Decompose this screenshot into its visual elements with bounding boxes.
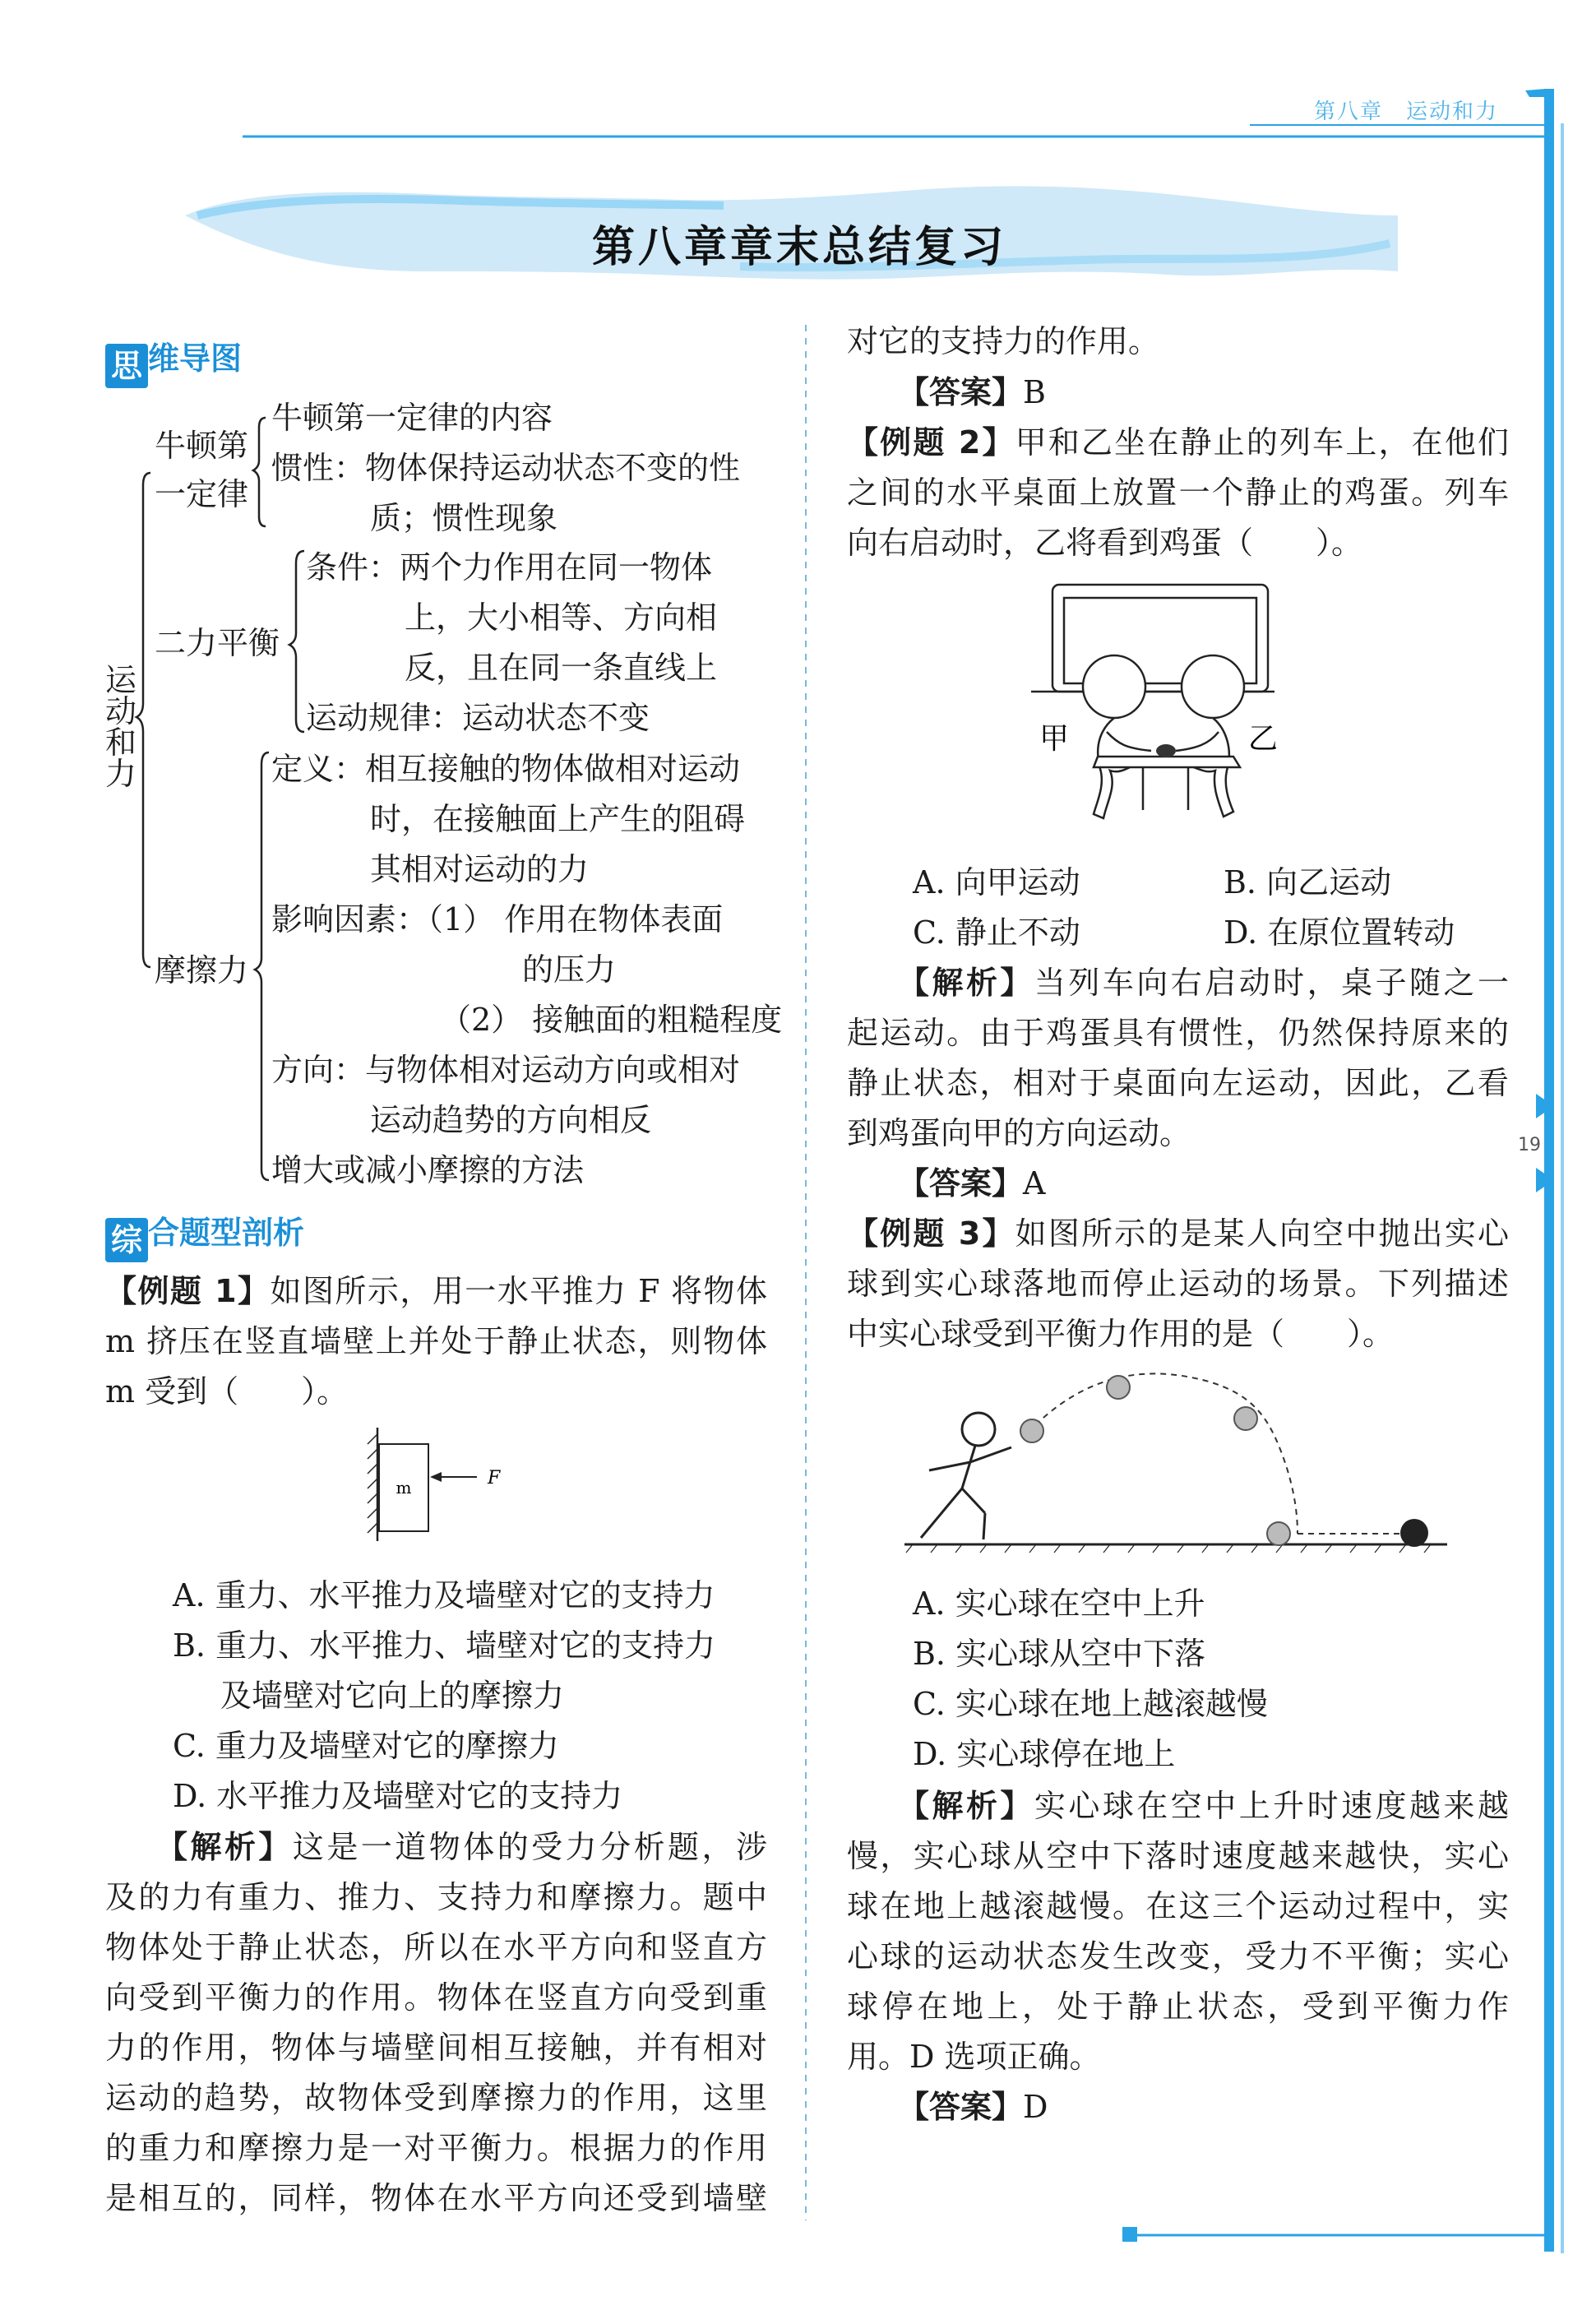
mindmap-item: 其相对运动的力 (370, 851, 590, 887)
mindmap-item: 的压力 (522, 951, 617, 988)
mindmap-item: 增大或减小摩擦的方法 (271, 1152, 585, 1188)
analysis-line: 慢，实心球从空中下落时速度越来越快，实心 (847, 1838, 1509, 1874)
ball-resting (1400, 1519, 1428, 1547)
example2-figure (1028, 580, 1283, 826)
example3-figure (896, 1365, 1455, 1554)
ball-position (1267, 1522, 1290, 1545)
example2-tag: 【例题 2】 (847, 424, 1015, 461)
analysis-line: 实心球在空中上升时速度越来越 (1034, 1788, 1509, 1824)
stem-line: 中实心球受到平衡力作用的是（ ）。 (847, 1316, 1395, 1352)
root-char: 和 (105, 724, 137, 761)
stem-line: 甲和乙坐在静止的列车上，在他们 (1015, 424, 1509, 461)
analysis-heading-text: 合题型剖析 (148, 1215, 305, 1251)
analysis-line: 物体处于静止状态，所以在水平方向和竖直方 (105, 1929, 767, 1965)
example3-analysis (847, 1781, 1509, 2082)
analysis-line: 起运动。由于鸡蛋具有惯性，仍然保持原来的 (847, 1015, 1509, 1051)
analysis-tag: 【解析】 (898, 1788, 1034, 1824)
newton-label-line: 牛顿第 (155, 428, 249, 464)
option-line: A. 实心球在空中上升 (913, 1586, 1205, 1622)
option-line: B. 实心球从空中下落 (913, 1636, 1206, 1672)
option-line: A. 向甲运动 (913, 864, 1080, 900)
chapter-tag: 第八章 运动和力 (1314, 100, 1499, 124)
balance-label: 二力平衡 (155, 625, 280, 661)
root-char: 运 (105, 662, 137, 698)
example2-analysis (847, 958, 1509, 1159)
mindmap-heading-icon: 思 (105, 344, 148, 388)
person-jia-head (1083, 655, 1145, 718)
root-brace (136, 473, 150, 967)
friction-brace (255, 752, 269, 1180)
answer-tag: 【答案】 (898, 1165, 1024, 1201)
newton-label-line: 一定律 (155, 476, 249, 512)
example3-answer (898, 2082, 1048, 2132)
example3-tag: 【例题 3】 (847, 1215, 1015, 1252)
analysis-line: 到鸡蛋向甲的方向运动。 (847, 1115, 1191, 1151)
newton-items (271, 393, 740, 544)
mindmap-root (105, 662, 137, 792)
label-yi: 乙 (1248, 722, 1279, 756)
force-label: F (488, 1468, 501, 1488)
example3-options (913, 1579, 1268, 1780)
analysis-line: 静止状态，相对于桌面向左运动，因此，乙看 (847, 1065, 1509, 1101)
trajectory (1028, 1373, 1298, 1534)
analysis-line: 的重力和摩擦力是一对平衡力。根据力的作用 (105, 2130, 767, 2166)
mindmap-item: 运动规律：运动状态不变 (306, 700, 650, 736)
example1-tag: 【例题 1】 (105, 1273, 271, 1309)
block-label: m (396, 1478, 412, 1498)
mindmap-item: （2） 接触面的粗糙程度 (440, 1002, 783, 1038)
stem-line: m 挤压在竖直墙壁上并处于静止状态，则物体 (105, 1323, 767, 1359)
mindmap-item: 影响因素：（1） 作用在物体表面 (271, 901, 724, 937)
mindmap-item: 牛顿第一定律的内容 (271, 400, 553, 436)
stem-line: 向右启动时，乙将看到鸡蛋（ ）。 (847, 525, 1363, 561)
answer-value: A (1023, 1165, 1046, 1201)
option-line: D. 在原位置转动 (1224, 914, 1455, 951)
person-yi-head (1182, 655, 1244, 718)
mindmap-item: 时，在接触面上产生的阻碍 (370, 801, 746, 837)
option-line: C. 静止不动 (913, 914, 1080, 951)
stem-line: 如图所示的是某人向空中抛出实心 (1015, 1215, 1509, 1252)
friction-items (271, 744, 782, 1196)
analysis-tag: 【解析】 (898, 965, 1034, 1001)
example1-options (173, 1571, 715, 1822)
page-number: 19 (1518, 1135, 1541, 1155)
stem-line: m 受到（ ）。 (105, 1373, 349, 1410)
ball-position (1107, 1376, 1130, 1399)
analysis-line: 用。D 选项正确。 (847, 2039, 1101, 2075)
option-line: C. 重力及墙壁对它的摩擦力 (173, 1728, 559, 1764)
mindmap-item: 惯性：物体保持运动状态不变的性 (271, 450, 741, 486)
example2-options-row1 (913, 858, 1080, 908)
answer-value: B (1023, 374, 1046, 410)
option-line: B. 重力、水平推力、墙壁对它的支持力 (173, 1627, 716, 1664)
mindmap-item: 运动趋势的方向相反 (370, 1102, 652, 1138)
mindmap-item: 方向：与物体相对运动方向或相对 (271, 1052, 741, 1088)
page-title: 第八章章末总结复习 (592, 223, 1007, 272)
friction-label: 摩擦力 (155, 952, 249, 988)
analysis-line: 这是一道物体的受力分析题，涉 (292, 1829, 767, 1865)
stem-line: 之间的水平桌面上放置一个静止的鸡蛋。列车 (847, 474, 1509, 511)
example1-answer (898, 368, 1046, 418)
newton-label (155, 421, 248, 520)
option-line: A. 重力、水平推力及墙壁对它的支持力 (173, 1577, 715, 1613)
example2-option-d (1224, 908, 1455, 958)
mindmap-item: 定义：相互接触的物体做相对运动 (271, 751, 741, 787)
example1-figure (366, 1423, 514, 1546)
root-char: 力 (105, 756, 137, 792)
mindmap-item: 质；惯性现象 (370, 500, 558, 536)
mindmap-item: 反，且在同一条直线上 (405, 650, 718, 686)
example2-option-c (913, 908, 1080, 958)
mindmap-item: 上，大小相等、方向相 (405, 599, 718, 636)
analysis-heading (105, 1207, 304, 1262)
example2-option-b (1224, 858, 1391, 908)
example1-analysis-cont: 对它的支持力的作用。 (847, 323, 1160, 359)
example1-stem (105, 1266, 767, 1417)
example1-analysis (105, 1822, 767, 2224)
option-line: B. 向乙运动 (1224, 864, 1392, 900)
egg (1156, 744, 1176, 757)
example2-stem (847, 418, 1509, 568)
analysis-heading-icon: 综 (105, 1218, 148, 1262)
table (1094, 757, 1240, 767)
analysis-line: 向受到平衡力的作用。物体在竖直方向受到重 (105, 1979, 767, 2016)
ball-position (1020, 1419, 1043, 1442)
option-line: C. 实心球在地上越滚越慢 (913, 1686, 1268, 1722)
analysis-line: 是相互的，同样，物体在水平方向还受到墙壁 (105, 2180, 767, 2216)
bottom-square-mark (1122, 2227, 1137, 2242)
newton-brace (253, 418, 266, 526)
stem-line: 如图所示，用一水平推力 F 将物体 (270, 1273, 768, 1309)
answer-value: D (1023, 2089, 1048, 2125)
right-border-stripe (1544, 89, 1554, 2252)
option-line: D. 水平推力及墙壁对它的支持力 (173, 1778, 623, 1814)
analysis-tag: 【解析】 (156, 1829, 293, 1865)
stem-line: 球到实心球落地而停止运动的场景。下列描述 (847, 1266, 1509, 1302)
analysis-line: 及的力有重力、推力、支持力和摩擦力。题中 (105, 1879, 767, 1915)
balance-brace (289, 551, 304, 732)
analysis-line: 球停在地上，处于静止状态，受到平衡力作 (847, 1988, 1509, 2025)
label-jia: 甲 (1039, 722, 1070, 756)
mindmap-item: 条件：两个力作用在同一物体 (306, 549, 713, 586)
example2-answer (898, 1159, 1045, 1209)
analysis-line: 运动的趋势，故物体受到摩擦力的作用，这里 (105, 2080, 767, 2116)
thrower (921, 1413, 1011, 1539)
option-line: 及墙壁对它向上的摩擦力 (220, 1678, 565, 1714)
analysis-line: 当列车向右启动时，桌子随之一 (1034, 965, 1509, 1001)
mindmap-heading-text: 维导图 (148, 340, 243, 377)
root-char: 动 (105, 693, 137, 729)
answer-tag: 【答案】 (898, 2089, 1024, 2125)
analysis-line: 力的作用，物体与墙壁间相互接触，并有相对 (105, 2030, 767, 2066)
balance-items (306, 543, 717, 743)
analysis-line: 球在地上越滚越慢。在这三个运动过程中，实 (847, 1888, 1509, 1924)
ball-position (1234, 1407, 1257, 1430)
analysis-line: 心球的运动状态发生改变，受力不平衡；实心 (847, 1938, 1509, 1974)
answer-tag: 【答案】 (898, 374, 1024, 410)
option-line: D. 实心球停在地上 (913, 1736, 1176, 1772)
example3-stem (847, 1209, 1509, 1359)
